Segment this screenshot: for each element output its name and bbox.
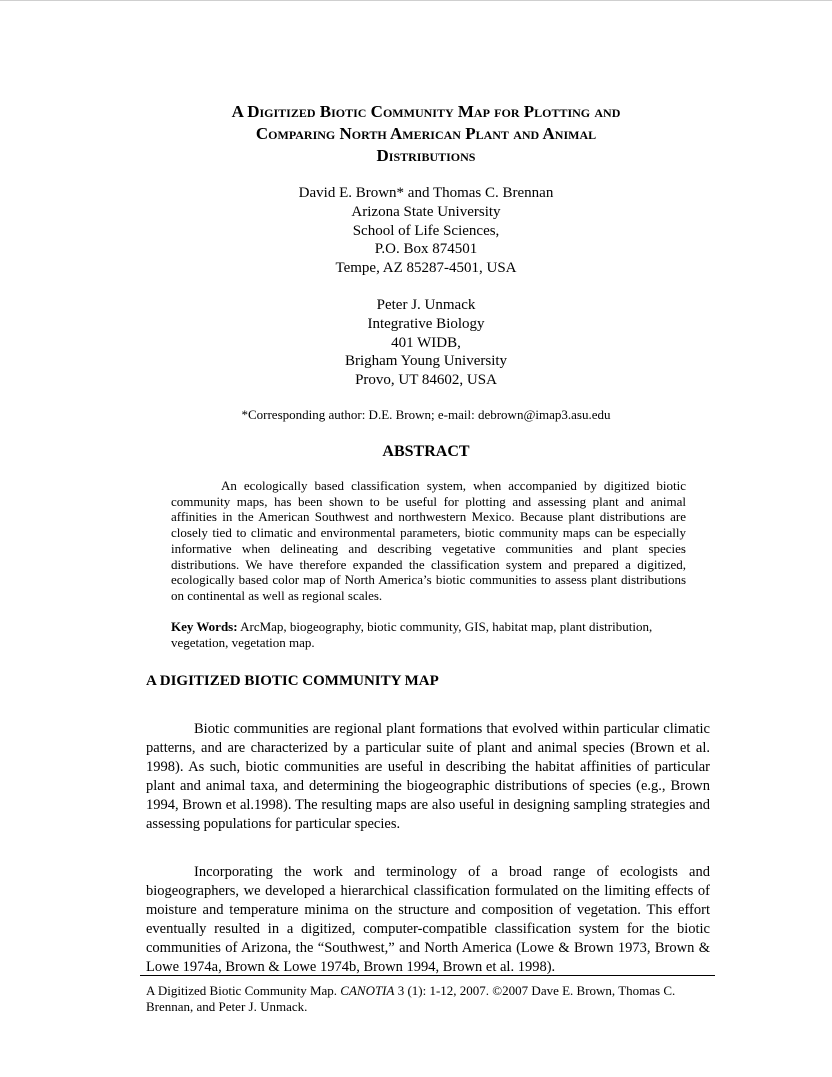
abstract-heading: ABSTRACT: [382, 443, 470, 460]
affiliation-line: Brigham Young University: [344, 353, 508, 370]
affiliation-line: 401 WIDB,: [391, 334, 461, 351]
keywords: [171, 619, 686, 650]
title-line: Distributions: [376, 146, 476, 165]
author-block-secondary: [160, 296, 692, 390]
section-heading: A DIGITIZED BIOTIC COMMUNITY MAP: [146, 673, 439, 689]
citation-footnote: [146, 983, 712, 1015]
body-paragraph: Incorporating the work and terminology of a broad range of ecologists and biogeographers, we developed a hierarchical classification formulated on the limiting effects of moisture and temperature minima on the structure and composition of vegetation. This effort eventually resulted in a digitized, computer-compatible classification system for the biotic communities of Arizona, the “Southwest,” and North America (Lowe & Brown 1973, Brown & Lowe 1974a, Brown & Lowe 1974b, Brown 1994, Brown et al. 1998).: [146, 864, 710, 975]
footnote-journal: CANOTIA: [340, 983, 395, 998]
abstract-body: An ecologically based classification system, when accompanied by digitized biotic community maps, has been shown to be useful for plotting and assessing plant and animal affinities in the American Southwest and northwestern Mexico. Because plant distributions are closely tied to climatic and environmental parameters, biotic community maps can be especially informative when delineating and describing vegetative communities and plant species distributions. We have therefore expanded the classification system and prepared a digitized, ecologically based color map of North America’s biotic communities to assess plant distributions on continental as well as regional scales.: [171, 478, 686, 603]
footnote-prefix: A Digitized Biotic Community Map.: [146, 983, 341, 998]
title-line: Comparing North American Plant and Animal: [255, 124, 597, 143]
corresponding-author: *Corresponding author: D.E. Brown; e-mail: debrown@imap3.asu.edu: [241, 407, 611, 422]
author-block-primary: [160, 184, 692, 278]
keywords-text: ArcMap, biogeography, biotic community, GIS, habitat map, plant distribution, vegetation, vegetation map.: [171, 619, 653, 650]
page-top-edge: [0, 0, 832, 1]
affiliation-line: Integrative Biology: [367, 315, 485, 332]
author-names: Peter J. Unmack: [376, 297, 476, 313]
title-line: A Digitized Biotic Community Map for Plotting and: [231, 102, 621, 121]
keywords-label: Key Words:: [171, 619, 238, 634]
affiliation-line: School of Life Sciences,: [352, 222, 500, 239]
paper-title: [120, 101, 732, 167]
affiliation-line: Tempe, AZ 85287-4501, USA: [335, 260, 517, 277]
affiliation-line: Arizona State University: [351, 203, 501, 220]
affiliation-line: Provo, UT 84602, USA: [355, 372, 497, 389]
affiliation-line: P.O. Box 874501: [374, 241, 478, 258]
body-paragraph: Biotic communities are regional plant formations that evolved within particular climatic patterns, and are characterized by a particular suite of plant and animal species (Brown et al. 1998). As such, biotic communities are useful in describing the habitat affinities of particular plant and animal taxa, and determining the biogeographic distributions of species (e.g., Brown 1994, Brown et al.1998). The resulting maps are also useful in designing sampling strategies and assessing populations for particular species.: [146, 721, 710, 832]
author-names: David E. Brown* and Thomas C. Brennan: [298, 185, 554, 201]
footnote-suffix: 3 (1): 1-12, 2007. ©2007 Dave E. Brown, Thomas C. Brennan, and Peter J. Unmack.: [146, 983, 676, 1014]
footnote-rule: [140, 975, 715, 976]
